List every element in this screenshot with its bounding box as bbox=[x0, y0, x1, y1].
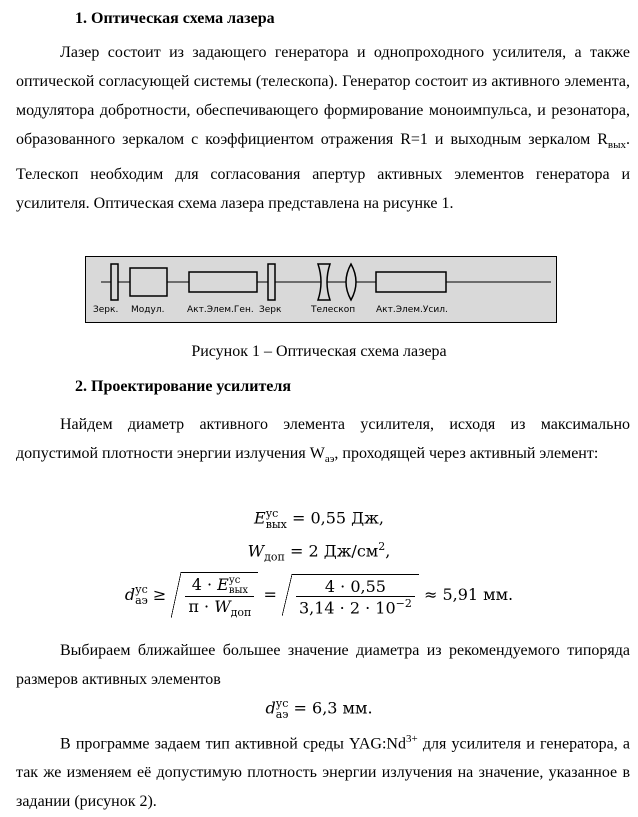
equation-chosen-diameter: d ус аэ = 6,3 мм. bbox=[265, 697, 373, 721]
label-mirror-1: Зерк. bbox=[93, 305, 119, 315]
label-telescope: Телескоп bbox=[311, 305, 356, 315]
figure-1-caption: Рисунок 1 – Оптическая схема лазера bbox=[191, 343, 447, 360]
section-2-paragraph-c: В программе задаем тип активной среды $YAG:Nd^{3+}$ для усилителя и генератора, а так же изменяем её допустимую плотность энергии излучения на значение, указанное в задании (рисунок 2). bbox=[16, 733, 631, 811]
label-modulator: Модул. bbox=[131, 305, 165, 315]
gen-element-shape bbox=[189, 272, 257, 292]
label-mirror-2: Зерк bbox=[259, 305, 282, 315]
section-2-heading: 2. Проектирование усилителя bbox=[75, 378, 292, 395]
equation-allowed-density: $W_{доп} = 2$ $Дж/см^2$, bbox=[247, 540, 391, 564]
section-1-paragraph: Лазер состоит из задающего генератора и однопроходного усилителя, а также оптической согласующей системы (телескопа). Генератор состоит из активного элемента, модулятора добротности, обеспечивающего формирование моноимпульса, и резонатора, образованного зеркалом с коэффициентом отражения R=1 и выходным зеркалом $R_{вых}$. Телескоп необходим для согласования апертур активных элементов генератора и усилителя. Оптическая схема лазера представлена на рисунке 1. bbox=[16, 44, 630, 213]
optical-scheme-figure bbox=[85, 256, 557, 323]
section-1-heading: 1. Оптическая схема лазера bbox=[75, 10, 275, 27]
sqrt-symbolic: 4 · E ус вых $\pi \cdot W_{доп}$ bbox=[181, 572, 258, 619]
equation-energy-output: E ус вых = 0,55 Дж, bbox=[254, 507, 384, 531]
mirror-1-shape bbox=[111, 264, 118, 300]
equation-diameter-calc: d ус аэ ≥ 4 · E ус вых $\pi \cdot W_{доп}$ = $\frac{4 \cdot 0,55}{3,14 \cdot 2 \cdot 10^{-2}}$ ≈ 5,91 мм. bbox=[0, 572, 638, 619]
label-amp-element: Акт.Элем.Усил. bbox=[376, 305, 448, 315]
section-2-paragraph-b: Выбираем ближайшее большее значение диаметра из рекомендуемого типоряда размеров активных элементов bbox=[16, 642, 630, 688]
label-gen-element: Акт.Элем.Ген. bbox=[187, 305, 254, 315]
section-2-paragraph-a: Найдем диаметр активного элемента усилителя, исходя из максимально допустимой плотности энергии излучения $W_{аэ}$, проходящей через активный элемент: bbox=[16, 416, 630, 466]
amp-element-shape bbox=[376, 272, 446, 292]
sqrt-numeric: $\frac{4 \cdot 0,55}{3,14 \cdot 2 \cdot 10^{-2}}$ bbox=[292, 574, 419, 617]
modulator-shape bbox=[130, 268, 167, 296]
mirror-2-shape bbox=[268, 264, 275, 300]
